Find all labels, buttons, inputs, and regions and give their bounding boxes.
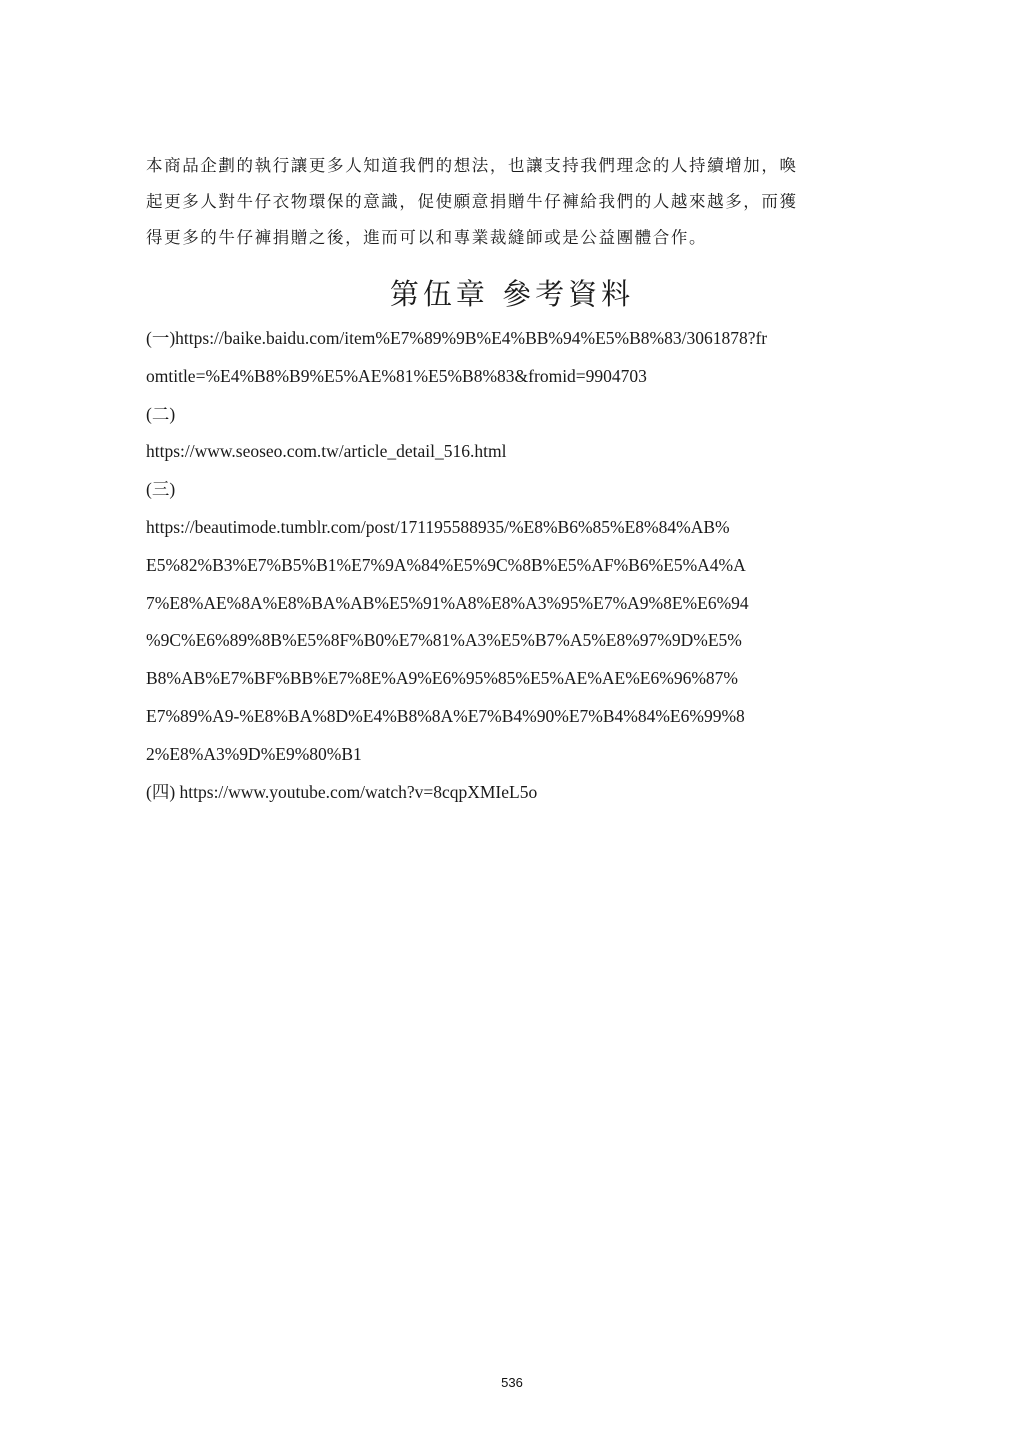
page-number: 536 bbox=[501, 1375, 523, 1390]
intro-line: 起更多人對牛仔衣物環保的意識，促使願意捐贈牛仔褲給我們的人越來越多，而獲 bbox=[146, 192, 798, 211]
reference-line: (一)https://baike.baidu.com/item%E7%89%9B%E4%BB%94%E5%B8%83/3061878?fr bbox=[146, 328, 768, 348]
reference-line: E7%89%A9-%E8%BA%8D%E4%B8%8A%E7%B4%90%E7%B4%84%E6%99%8 bbox=[146, 705, 745, 726]
reference-line: B8%AB%E7%BF%BB%E7%8E%A9%E6%95%85%E5%AE%AE%E6%96%87% bbox=[146, 668, 738, 689]
reference-line: (三) bbox=[146, 479, 176, 500]
reference-line: 7%E8%AE%8A%E8%BA%AB%E5%91%A8%E8%A3%95%E7%A9%8E%E6%94 bbox=[146, 592, 749, 613]
reference-line: (二) bbox=[146, 403, 176, 424]
reference-line: (四) https://www.youtube.com/watch?v=8cqpXMIeL5o bbox=[146, 781, 538, 802]
reference-line: 2%E8%A3%9D%E9%80%B1 bbox=[146, 743, 362, 764]
intro-line: 得更多的牛仔褲捐贈之後，進而可以和專業裁縫師或是公益團體合作。 bbox=[146, 228, 708, 247]
reference-line: https://www.seoseo.com.tw/article_detail_516.html bbox=[146, 441, 507, 462]
chapter-title: 第伍章 參考資料 bbox=[389, 277, 635, 311]
reference-line: %9C%E6%89%8B%E5%8F%B0%E7%81%A3%E5%B7%A5%E8%97%9D%E5% bbox=[146, 630, 742, 651]
reference-line: omtitle=%E4%B8%B9%E5%AE%81%E5%B8%83&fromid=9904703 bbox=[146, 365, 647, 386]
reference-line: https://beautimode.tumblr.com/post/171195588935/%E8%B6%85%E8%84%AB% bbox=[146, 516, 730, 537]
intro-line: 本商品企劃的執行讓更多人知道我們的想法，也讓支持我們理念的人持續增加，喚 bbox=[146, 156, 798, 175]
reference-line: E5%82%B3%E7%B5%B1%E7%9A%84%E5%9C%8B%E5%AF%B6%E5%A4%A bbox=[146, 554, 746, 575]
intro-paragraph bbox=[146, 148, 886, 256]
reference-list bbox=[146, 320, 906, 811]
